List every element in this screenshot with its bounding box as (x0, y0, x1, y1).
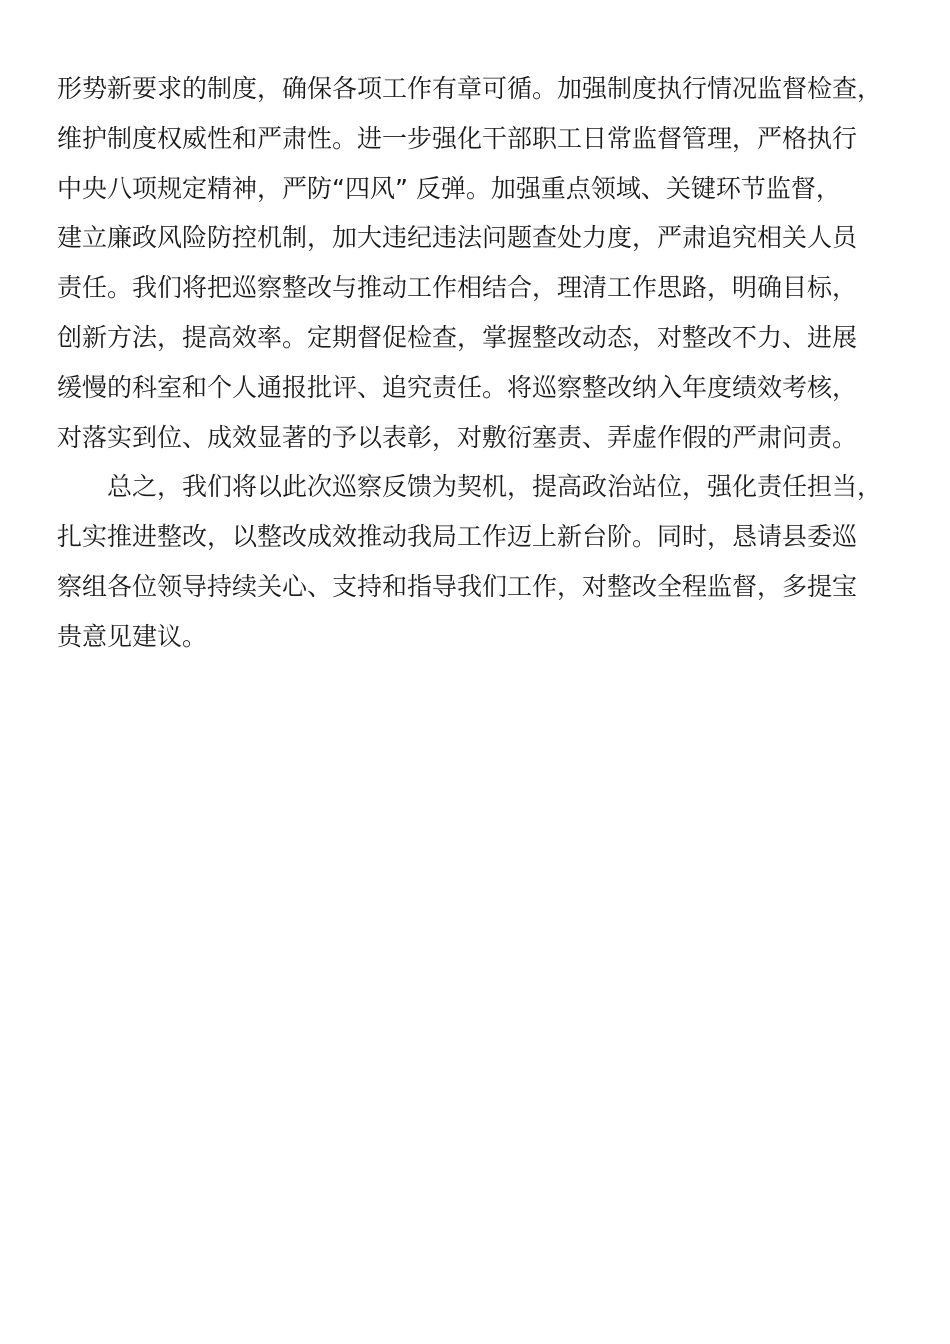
document-body (57, 64, 902, 662)
paragraph-line-indented: 总之，我们将以此次巡察反馈为契机，提高政治站位，强化责任担当， (107, 472, 883, 502)
paragraph-line: 创新方法，提高效率。定期督促检查，掌握整改动态，对整改不力、进展 (57, 322, 858, 352)
paragraph-line: 扎实推进整改，以整改成效推动我局工作迈上新台阶。同时，恳请县委巡 (57, 522, 858, 552)
paragraph-line: 对落实到位、成效显著的予以表彰，对敷衍塞责、弄虚作假的严肃问责。 (57, 422, 858, 452)
paragraph-line: 贵意见建议。 (57, 621, 208, 651)
paragraph-line: 缓慢的科室和个人通报批评、追究责任。将巡察整改纳入年度绩效考核， (57, 372, 858, 402)
paragraph-line: 责任。我们将把巡察整改与推动工作相结合，理清工作思路，明确目标， (57, 273, 858, 303)
paragraph-line: 建立廉政风险防控机制，加大违纪违法问题查处力度，严肃追究相关人员 (57, 223, 858, 253)
paragraph-line: 察组各位领导持续关心、支持和指导我们工作，对整改全程监督，多提宝 (57, 571, 858, 601)
paragraph-line: 维护制度权威性和严肃性。进一步强化干部职工日常监督管理，严格执行 (57, 123, 858, 153)
paragraph-line: 形势新要求的制度，确保各项工作有章可循。加强制度执行情况监督检查， (57, 74, 883, 103)
paragraph-line: 中央八项规定精神，严防“四风” 反弹。加强重点领域、关键环节监督， (57, 173, 841, 203)
